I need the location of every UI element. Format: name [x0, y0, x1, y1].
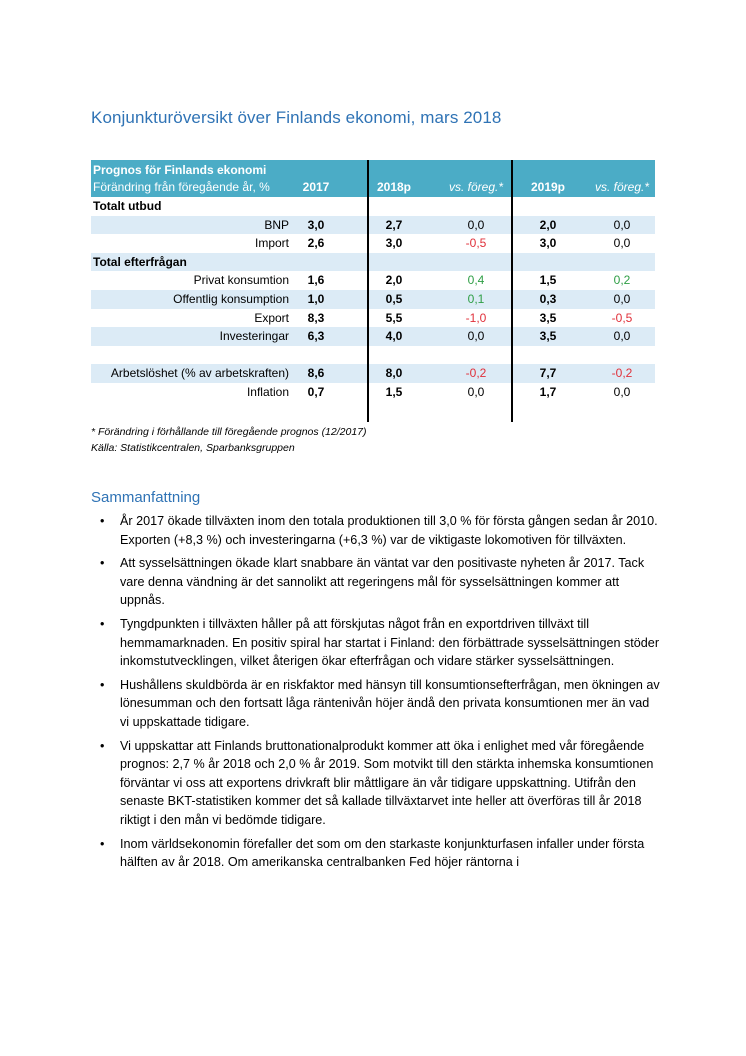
column-divider-left [367, 160, 369, 422]
value-2019: 7,7 [539, 366, 557, 381]
value-2019: 1,5 [539, 273, 557, 288]
value-2017: 2,6 [307, 236, 325, 251]
value-vs1: -0,5 [465, 236, 487, 251]
footnote: * Förändring i förhållande till föregående prognos (12/2017) [91, 426, 367, 438]
list-item: • Att sysselsättningen ökade klart snabbare än väntat var den positivaste nyheten år 2017. Tack vare denna vändning är det sannolikt att regeringens mål för sysselsättningen kommer att uppnås. [91, 554, 661, 610]
value-2018: 8,0 [385, 366, 403, 381]
value-vs2: 0,0 [613, 291, 631, 306]
list-item: • Hushållens skuldbörda är en riskfaktor med hänsyn till konsumtionsefterfrågan, men ökningen av lönesumman och den fortsatt låga räntenivån höjer ändå den privata konsumtionen mer än vad vi uppskattade tidigare. [91, 676, 661, 732]
row-label: Export [254, 310, 289, 325]
table-row [91, 364, 655, 383]
value-2017: 1,6 [307, 273, 325, 288]
value-2018: 2,0 [385, 273, 403, 288]
value-2017: 0,7 [307, 384, 325, 399]
table-row [91, 290, 655, 309]
row-label: Import [254, 236, 289, 251]
table-header-title: Prognos för Finlands ekonomi [93, 163, 267, 177]
value-vs2: 0,2 [613, 273, 631, 288]
value-vs1: 0,0 [467, 329, 485, 344]
table-row [91, 234, 655, 253]
table-notes [91, 424, 367, 456]
section-row-demand [91, 253, 655, 272]
value-2017: 8,3 [307, 310, 325, 325]
spacer-row [91, 402, 655, 421]
spacer-row [91, 346, 655, 365]
forecast-table [91, 160, 655, 420]
value-vs2: 0,0 [613, 236, 631, 251]
value-2018: 1,5 [385, 384, 403, 399]
col-header-2018: 2018p [376, 180, 412, 194]
list-item: • Inom världsekonomin förefaller det som om den starkaste konjunkturfasen infaller under första hälften av år 2018. Om amerikanska centralbanken Fed höjer räntorna i [91, 835, 661, 872]
row-label: BNP [264, 217, 289, 232]
table-row [91, 271, 655, 290]
row-label: Investeringar [219, 329, 289, 344]
value-vs1: 0,1 [467, 291, 485, 306]
value-2018: 5,5 [385, 310, 403, 325]
value-vs2: 0,0 [613, 329, 631, 344]
table-header-columns-row [91, 178, 655, 197]
section-label: Totalt utbud [93, 199, 162, 213]
value-2019: 0,3 [539, 291, 557, 306]
value-2018: 3,0 [385, 236, 403, 251]
table-row [91, 309, 655, 328]
value-vs2: 0,0 [613, 217, 631, 232]
value-vs1: -0,2 [465, 366, 487, 381]
table-header-subtitle: Förändring från föregående år, % [93, 180, 270, 194]
value-vs2: -0,2 [611, 366, 633, 381]
column-divider-right [511, 160, 513, 422]
value-vs1: 0,4 [467, 273, 485, 288]
value-2017: 1,0 [307, 291, 325, 306]
col-header-2019: 2019p [530, 180, 566, 194]
value-2019: 2,0 [539, 217, 557, 232]
col-header-vs2: vs. föreg.* [594, 180, 650, 194]
table-row [91, 327, 655, 346]
summary-list [91, 512, 661, 877]
value-2017: 8,6 [307, 366, 325, 381]
document-title: Konjunkturöversikt över Finlands ekonomi, mars 2018 [91, 108, 502, 127]
row-label: Inflation [246, 384, 289, 399]
value-vs1: 0,0 [467, 384, 485, 399]
value-2017: 3,0 [307, 217, 325, 232]
list-item: • Tyngdpunkten i tillväxten håller på att förskjutas något från en exportdriven tillväxt till hemmamarknaden. En positiv spiral har startat i Finland: den förbättrade sysselsättningen stöder inkomstutvecklingen, vilket återigen ökar efterfrågan och vidare stärker sysselsättningen. [91, 615, 661, 671]
value-2019: 3,0 [539, 236, 557, 251]
value-2019: 3,5 [539, 329, 557, 344]
summary-heading: Sammanfattning [91, 489, 201, 506]
row-label: Arbetslöshet (% av arbetskraften) [110, 366, 289, 381]
value-2019: 3,5 [539, 310, 557, 325]
col-header-2017: 2017 [302, 180, 330, 194]
value-vs1: 0,0 [467, 217, 485, 232]
table-header-title-row [91, 160, 655, 178]
section-label: Total efterfrågan [93, 254, 187, 269]
value-2019: 1,7 [539, 384, 557, 399]
source-note: Källa: Statistikcentralen, Sparbanksgruppen [91, 442, 295, 454]
row-label: Privat konsumtion [193, 273, 289, 288]
table-row [91, 216, 655, 235]
value-2018: 4,0 [385, 329, 403, 344]
value-2018: 0,5 [385, 291, 403, 306]
row-label: Offentlig konsumption [173, 291, 289, 306]
table-row [91, 383, 655, 402]
list-item: • År 2017 ökade tillväxten inom den totala produktionen till 3,0 % för första gången sedan år 2010. Exporten (+8,3 %) och investeringarna (+6,3 %) var de viktigaste lokomotiven för tillväxten. [91, 512, 661, 549]
value-vs2: 0,0 [613, 384, 631, 399]
value-vs2: -0,5 [611, 310, 633, 325]
col-header-vs1: vs. föreg.* [448, 180, 504, 194]
value-vs1: -1,0 [465, 310, 487, 325]
value-2018: 2,7 [385, 217, 403, 232]
value-2017: 6,3 [307, 329, 325, 344]
section-row-supply [91, 197, 655, 216]
list-item: • Vi uppskattar att Finlands bruttonationalprodukt kommer att öka i enlighet med vår föregående prognos: 2,7 % år 2018 och 2,0 % år 2019. Som motvikt till den stärkta inhemska konsumtionen förväntar vi oss att exportens drivkraft blir måttligare än vår tidigare uppskattning. Utifrån den senaste BKT-statistiken kommer det så kallade tillväxtarvet inte heller att överföras till år 2018 riktigt i den mån vi bedömde tidigare. [91, 737, 661, 830]
